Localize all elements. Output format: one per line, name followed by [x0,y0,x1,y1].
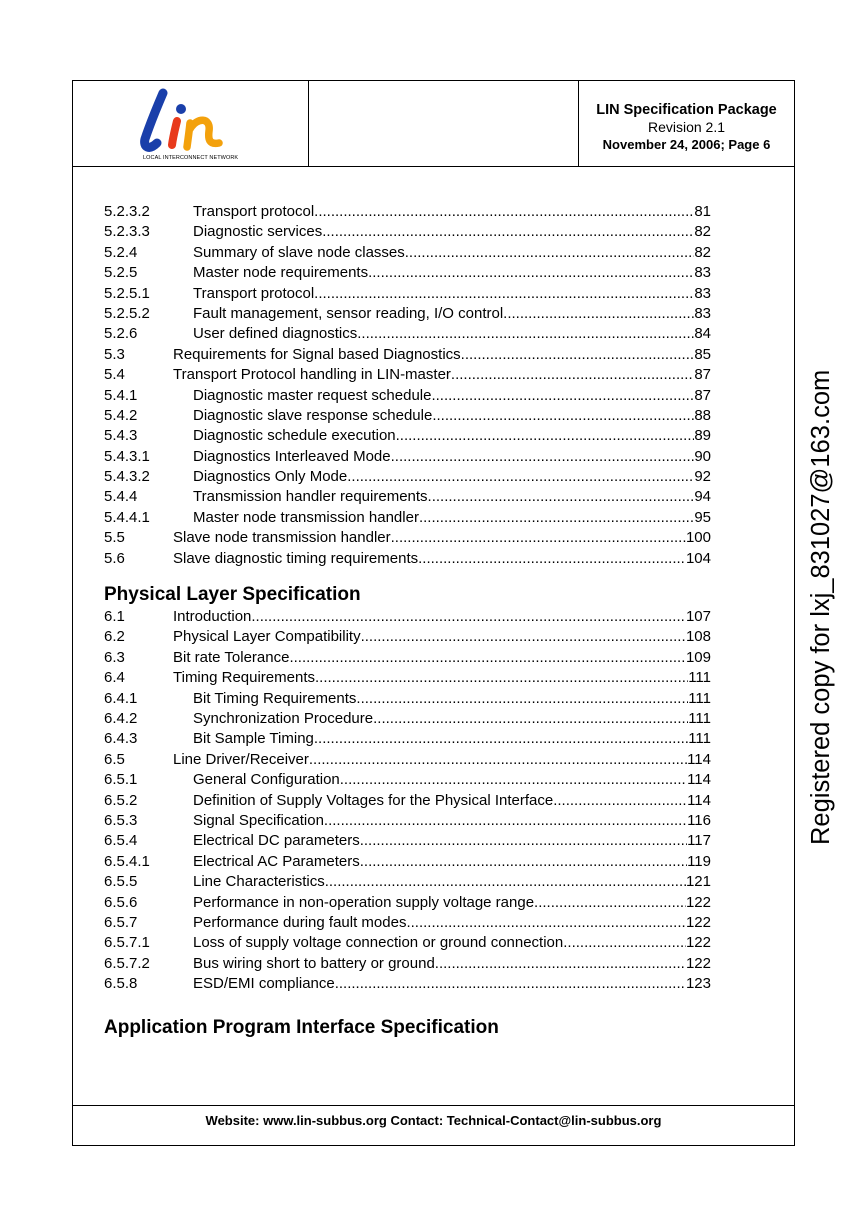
toc-leader-dots [340,770,687,790]
toc-leader-dots [503,304,694,324]
toc-entry-page: 95 [694,508,711,526]
toc-leader-dots [360,831,687,851]
logo-subtitle: LOCAL INTERCONNECT NETWORK [143,155,239,161]
toc-entry-number: 6.5.2 [104,791,138,809]
toc-entry[interactable] [104,304,711,324]
toc-entry[interactable] [104,974,711,994]
page-footer: Website: www.lin-subbus.org Contact: Technical-Contact@lin-subbus.org [73,1105,794,1145]
doc-date-page: November 24, 2006; Page 6 [602,137,771,152]
toc-entry[interactable] [104,528,711,548]
toc-entry-number: 6.4 [104,669,125,687]
toc-leader-dots [428,487,695,507]
toc-leader-dots [325,872,686,892]
toc-leader-dots [360,852,687,872]
toc-leader-dots [534,893,686,913]
toc-entry[interactable] [104,549,711,569]
toc-entry-number: 6.3 [104,648,125,666]
toc-entry-number: 6.5.7.1 [104,934,150,952]
toc-entry-page: 111 [688,669,711,687]
toc-entry[interactable] [104,770,711,790]
toc-entry-title: Bit Sample Timing [193,730,314,748]
toc-entry-title: Transmission handler requirements [193,488,428,506]
toc-entry-number: 6.5.5 [104,873,138,891]
toc-entry[interactable] [104,668,711,688]
toc-entry-page: 89 [694,427,711,445]
toc-entry[interactable] [104,648,711,668]
toc-leader-dots [314,202,694,222]
toc-entry-page: 90 [694,447,711,465]
toc-leader-dots [391,528,686,548]
toc-entry-number: 5.2.3.2 [104,203,150,220]
toc-leader-dots [289,648,686,668]
lin-logo-icon [135,87,245,155]
toc-entry[interactable] [104,831,711,851]
toc-entry-number: 5.4.1 [104,386,138,404]
toc-entry[interactable] [104,426,711,446]
toc-entry-title: Performance during fault modes [193,913,407,931]
toc-entry-page: 108 [685,628,711,646]
toc-entry-title: Requirements for Signal based Diagnostics [173,345,461,363]
registered-copy-watermark: Registered copy for lxj_831027@163.com [807,369,835,845]
toc-entry[interactable] [104,627,711,647]
toc-entry-title: Physical Layer Compatibility [173,628,361,646]
toc-entry-page: 82 [694,243,711,261]
toc-entry-title: Diagnostics Interleaved Mode [193,447,391,465]
toc-leader-dots [251,607,686,627]
toc-leader-dots [368,263,694,283]
toc-entry[interactable] [104,263,711,283]
toc-entry[interactable] [104,933,711,953]
toc-entry-page: 94 [694,488,711,506]
toc-entry-page: 114 [687,771,711,789]
section-title-api: Application Program Interface Specification [104,1017,499,1039]
toc-entry-title: Line Characteristics [193,873,325,891]
toc-entry[interactable] [104,243,711,263]
toc-entry-number: 5.4 [104,366,125,384]
toc-entry-title: Bus wiring short to battery or ground [193,954,435,972]
toc-entry-number: 5.4.2 [104,406,138,424]
toc-leader-dots [435,954,686,974]
toc-entry-title: Diagnostic master request schedule [193,386,432,404]
toc-entry-number: 6.4.2 [104,709,138,727]
toc-entry[interactable] [104,447,711,467]
toc-entry-page: 83 [694,304,711,322]
toc-entry-number: 6.5.6 [104,893,138,911]
toc-entry-number: 5.4.3.1 [104,447,150,465]
toc-entry-page: 122 [685,934,711,952]
toc-entry-title: Bit rate Tolerance [173,648,290,666]
toc-entry[interactable] [104,467,711,487]
toc-entry[interactable] [104,750,711,770]
toc-leader-dots [451,365,694,385]
toc-entry-title: Signal Specification [193,811,324,829]
toc-entry-title: Synchronization Procedure [193,709,374,727]
toc-entry[interactable] [104,811,711,831]
toc-entry-number: 5.2.6 [104,325,138,343]
toc-entry[interactable] [104,607,711,627]
toc-entry-page: 85 [694,345,711,363]
toc-entry-title: Slave node transmission handler [173,529,391,547]
toc-leader-dots [431,386,694,406]
toc-entry-page: 104 [685,549,711,567]
toc-leader-dots [357,324,694,344]
toc-entry-page: 82 [694,223,711,241]
toc-leader-dots [314,729,688,749]
toc-entry-number: 6.5.4 [104,832,138,850]
toc-entry[interactable] [104,954,711,974]
header-empty-cell [309,81,579,166]
toc-leader-dots [419,508,694,528]
toc-entry-number: 6.4.3 [104,730,138,748]
toc-entry-number: 5.2.4 [104,243,138,261]
toc-leader-dots [356,689,688,709]
toc-entry-title: Performance in non-operation supply voltage range [193,893,535,911]
toc-entry[interactable] [104,852,711,872]
toc-entry-number: 6.1 [104,608,125,626]
toc-entry-number: 5.4.3.2 [104,468,150,486]
toc-entry-number: 6.5.3 [104,811,138,829]
toc-entry[interactable] [104,791,711,811]
toc-leader-dots [418,549,686,569]
toc-entry-page: 87 [694,386,711,404]
toc-leader-dots [361,627,686,647]
toc-entry-page: 81 [694,203,711,220]
toc-entry-page: 87 [694,366,711,384]
toc-entry-number: 5.4.3 [104,427,138,445]
toc-entry-title: Diagnostic services [193,223,323,241]
toc-entry-number: 6.5 [104,750,125,768]
toc-entry-title: Electrical DC parameters [193,832,360,850]
toc-entry-title: Timing Requirements [173,669,315,687]
toc-leader-dots [315,668,688,688]
toc-entry-title: Introduction [173,608,252,626]
toc-entry-title: Transport protocol [193,203,315,220]
toc-entry[interactable] [104,284,711,304]
toc-leader-dots [396,426,695,446]
toc-leader-dots [461,345,695,365]
toc-entry-page: 116 [687,811,711,829]
toc-leader-dots [432,406,694,426]
toc-entry-title: Master node transmission handler [193,508,419,526]
toc-entry[interactable] [104,386,711,406]
toc-entry-page: 114 [687,750,711,768]
toc-entry-page: 83 [694,264,711,282]
toc-entry[interactable] [104,202,711,222]
toc-entry-page: 92 [694,468,711,486]
toc-entry[interactable] [104,709,711,729]
toc-entry-page: 119 [687,852,711,870]
toc-entry-page: 100 [685,529,711,547]
toc-entry-title: Definition of Supply Voltages for the Physical Interface [193,791,554,809]
toc-leader-dots [347,467,694,487]
toc-entry-page: 123 [685,975,711,993]
toc-entry-title: General Configuration [193,771,340,789]
toc-entry[interactable] [104,913,711,933]
toc-entry[interactable] [104,508,711,528]
toc-entry-title: ESD/EMI compliance [193,975,335,993]
toc-list-part-5 [104,202,711,569]
toc-entry-page: 114 [687,791,711,809]
toc-entry-title: Transport protocol [193,284,315,302]
toc-entry[interactable] [104,893,711,913]
toc-entry-title: Loss of supply voltage connection or ground connection [193,934,564,952]
toc-leader-dots [314,284,694,304]
page-header [73,81,794,167]
toc-entry-page: 111 [688,730,711,748]
toc-entry-title: Transport Protocol handling in LIN-master [173,366,451,384]
toc-entry-number: 6.4.1 [104,689,138,707]
toc-entry[interactable] [104,689,711,709]
toc-list-part-6 [104,607,711,994]
doc-revision: Revision 2.1 [647,119,726,135]
toc-entry-page: 111 [688,689,711,707]
toc-entry-number: 6.2 [104,628,125,646]
toc-entry[interactable] [104,406,711,426]
toc-entry-number: 5.4.4.1 [104,508,150,526]
toc-entry[interactable] [104,345,711,365]
toc-entry-title: Bit Timing Requirements [193,689,357,707]
doc-title: LIN Specification Package [596,102,777,118]
toc-entry-title: Diagnostic schedule execution [193,427,396,445]
toc-entry-title: Diagnostic slave response schedule [193,406,433,424]
toc-entry-number: 6.5.7 [104,913,138,931]
section-title-physical-layer: Physical Layer Specification [104,584,361,606]
toc-entry-title: Slave diagnostic timing requirements [173,549,419,567]
toc-entry-page: 111 [688,709,711,727]
toc-entry[interactable] [104,222,711,242]
toc-leader-dots [322,222,694,242]
toc-entry-number: 5.4.4 [104,488,138,506]
toc-entry-page: 84 [694,325,711,343]
toc-entry-title: Diagnostics Only Mode [193,468,348,486]
toc-leader-dots [553,791,687,811]
toc-leader-dots [335,974,686,994]
toc-entry-title: Summary of slave node classes [193,243,405,261]
toc-entry-number: 6.5.8 [104,975,138,993]
toc-entry-page: 121 [685,873,711,891]
toc-entry-page: 122 [685,893,711,911]
toc-entry-title: Electrical AC Parameters [193,852,360,870]
toc-entry[interactable] [104,729,711,749]
header-logo-cell [73,81,309,166]
toc-entry[interactable] [104,487,711,507]
toc-leader-dots [324,811,687,831]
toc-entry-number: 6.5.1 [104,771,138,789]
toc-entry[interactable] [104,365,711,385]
toc-entry-page: 122 [685,954,711,972]
toc-entry-number: 6.5.4.1 [104,852,150,870]
toc-entry-page: 83 [694,284,711,302]
toc-entry-number: 5.6 [104,549,125,567]
toc-leader-dots [391,447,695,467]
toc-entry[interactable] [104,872,711,892]
toc-entry-title: Line Driver/Receiver [173,750,309,768]
toc-leader-dots [563,933,686,953]
toc-entry[interactable] [104,324,711,344]
toc-content [104,202,711,1040]
toc-entry-page: 122 [685,913,711,931]
toc-entry-number: 5.2.3.3 [104,223,150,241]
toc-entry-title: Fault management, sensor reading, I/O control [193,304,504,322]
toc-entry-title: Master node requirements [193,264,369,282]
toc-entry-number: 5.2.5.2 [104,304,150,322]
toc-leader-dots [406,913,686,933]
toc-entry-title: User defined diagnostics [193,325,358,343]
toc-entry-number: 5.2.5.1 [104,284,150,302]
toc-entry-page: 107 [685,608,711,626]
toc-entry-number: 6.5.7.2 [104,954,150,972]
toc-entry-page: 88 [694,406,711,424]
toc-entry-number: 5.2.5 [104,264,138,282]
toc-leader-dots [373,709,688,729]
toc-entry-number: 5.5 [104,529,125,547]
toc-entry-page: 109 [685,648,711,666]
toc-entry-number: 5.3 [104,345,125,363]
toc-entry-page: 117 [687,832,711,850]
header-info-cell [579,81,794,166]
toc-leader-dots [309,750,687,770]
toc-leader-dots [405,243,695,263]
